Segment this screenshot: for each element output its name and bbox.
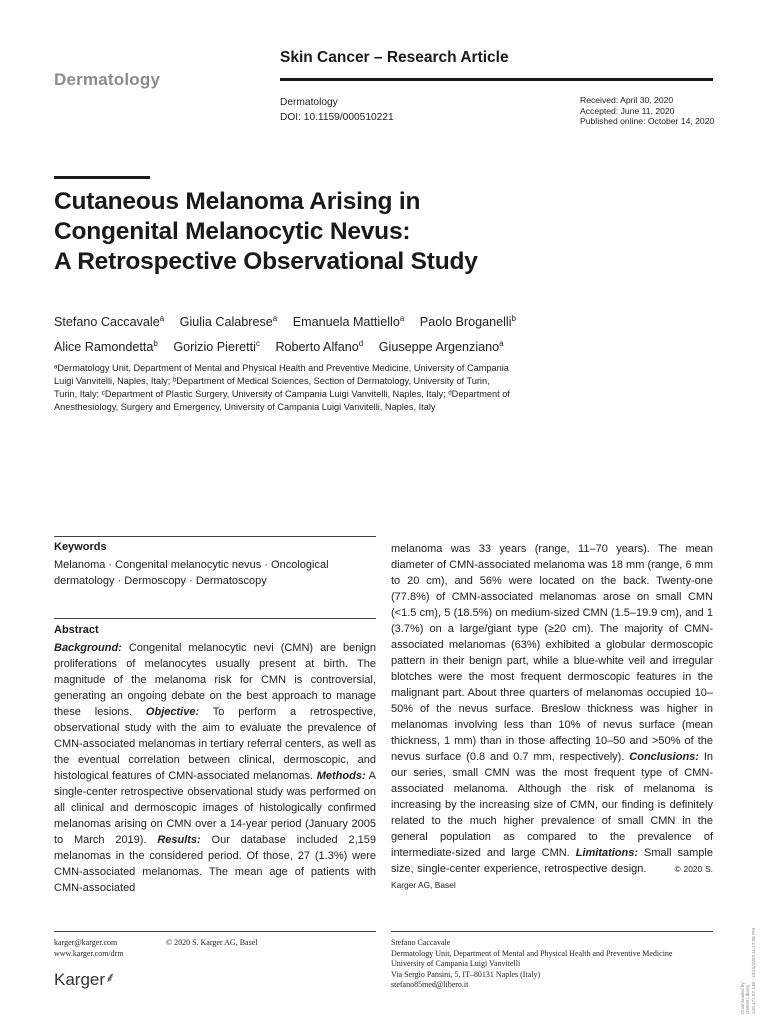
results-label: Results:	[157, 834, 201, 846]
correspondence	[391, 938, 672, 991]
abstract-column-right	[391, 541, 713, 893]
abstract-column-left	[54, 640, 376, 896]
title-rule	[54, 176, 150, 179]
author: Giuseppe Argenziano$^a$	[378, 339, 504, 355]
author-row	[54, 308, 528, 333]
author: Gorizio Pieretti$^c$	[173, 339, 260, 355]
meta-journal: Dermatology	[280, 97, 338, 108]
publisher-website[interactable]: www.karger.com/drm	[54, 948, 124, 958]
keywords-heading: Keywords	[54, 541, 107, 553]
corr-address: Dermatology Unit, Department of Mental and Physical Health and Preventive Medicine	[391, 948, 673, 958]
author: Stefano Caccavale$^a$	[54, 314, 165, 330]
author: Paolo Broganelli$^b$	[419, 314, 516, 330]
article-category: Skin Cancer – Research Article	[280, 49, 509, 66]
author: Alice Ramondetta$^b$	[54, 339, 158, 355]
objective-label: Objective:	[145, 706, 200, 718]
header-rule	[280, 78, 713, 81]
abstract-heading: Abstract	[54, 624, 99, 636]
stamp-line: UNSW Library	[745, 984, 751, 1014]
methods-label: Methods:	[316, 770, 366, 782]
logo-spark-icon: ⸙	[105, 969, 116, 985]
meta-published: Published online: October 14, 2020	[580, 116, 715, 127]
publisher-contact	[54, 938, 124, 959]
title-line: Cutaneous Melanoma Arising in	[54, 188, 421, 215]
stamp-line: 149.171.67.148 - 10/15/2020 11:17:06 PM	[750, 928, 756, 1014]
publication-dates	[580, 95, 714, 127]
conclusions-text: In our series, small CMN was the most frequent type of CMN-associated melanoma. Although the risk of melanoma is increasing by the increasing size of CMN, our finding is definitely related to the much higher prevalence of small CMN in the general population as compared to the prevalence of intermediate-sized and large CMN.	[391, 751, 713, 859]
title-line: A Retrospective Observational Study	[54, 248, 478, 275]
background-label: Background:	[54, 642, 122, 654]
corr-email[interactable]: stefano85med@libero.it	[391, 980, 469, 990]
affiliation-line: ᵃDermatology Unit, Department of Mental and Physical Health and Preventive Medicine, University of Campania	[54, 363, 509, 373]
author: Emanuela Mattiello$^a$	[292, 314, 405, 330]
conclusions-label: Conclusions:	[629, 751, 699, 763]
keywords-text: Melanoma · Congenital melanocytic nevus · Oncological dermatology · Dermoscopy · Dermatoscopy	[54, 559, 329, 587]
background-text: Congenital melanocytic nevi (CMN) are benign proliferations of melanocytes usually present at birth. The magnitude of the melanoma risk for CMN is controversial, generating an ongoing debate on the best approach to manage these lesions.	[54, 642, 376, 718]
article-title	[54, 187, 478, 277]
publisher-email[interactable]: karger@karger.com	[54, 938, 118, 947]
author-list	[54, 308, 528, 358]
corr-name: Stefano Caccavale	[391, 938, 451, 947]
journal-brand: Dermatology	[54, 70, 161, 89]
author: Roberto Alfano$^d$	[275, 339, 364, 355]
footer-rule-right	[391, 931, 713, 932]
affiliations	[54, 362, 614, 414]
author-row	[54, 333, 528, 358]
keywords-rule	[54, 536, 376, 537]
publication-meta	[280, 95, 394, 125]
download-stamp	[740, 894, 756, 1014]
results-continued-text: melanoma was 33 years (range, 11–70 years). The mean diameter of CMN-associated melanoma was 18 mm (range, 6 mm to 20 cm), and 56% were located on the back. Twenty-one (77.8%) of CMN-associated melanomas arose on small CMN (<1.5 cm), 5 (18.5%) on medium-sized CMN (1.5–19.9 cm), and 1 (3.7%) on a large/giant type (≥20 cm). The majority of CMN-associated melanomas (63%) exhibited a globular dermoscopic pattern in their benign part, while a blue-white veil and irregular blotches were the most frequent dermoscopic features in the malignant part. About three quarters of melanomas occupied 10–50% of the nevus surface. Breslow thickness was higher in melanomas involving less than 10% of nevus surface (mean thickness, 1 mm) than in those affecting 10–50 and >50% of the nevus surface (0.8 and 0.7 mm, respectively).	[391, 543, 713, 763]
meta-accepted: Accepted: June 11, 2020	[580, 105, 675, 116]
limitations-label: Limitations:	[575, 847, 639, 859]
methods-text: A single-center retrospective observational study was performed on all clinical and dermoscopic images of histologically confirmed melanomas arising on CMN over a 14-year period (January 2005 to March 2019).	[54, 770, 376, 846]
results-text: Our database included 2,159 melanomas in the considered period. Of those, 27 (1.3%) were CMN-associated melanomas. The mean age of patients with CMN-associated	[54, 834, 377, 894]
objective-text: To perform a retrospective, observational study with the aim to evaluate the prevalence of CMN-associated melanomas in tertiary referral centers, as well as the eventual correlation between clinical, dermoscopic, and histological features of CMN-associated melanomas.	[54, 706, 376, 782]
limitations-text: Small sample size, single-center experience, retrospective design.	[391, 847, 713, 875]
abstract-rule	[54, 618, 376, 619]
logo-text: Karger	[54, 970, 106, 989]
footer-rule-left	[54, 931, 376, 932]
affiliation-line: Turin, Italy; ᶜDepartment of Plastic Surgery, University of Campania Luigi Vanvitelli, Naples, Italy; ᵈDepartment of	[54, 389, 510, 399]
affiliation-line: Anesthesiology, Surgery and Emergency, University of Campania Luigi Vanvitelli, Naples, Italy	[54, 402, 436, 412]
meta-doi[interactable]: DOI: 10.1159/000510221	[280, 112, 394, 123]
meta-received: Received: April 30, 2020	[580, 95, 674, 105]
corr-address: University of Campania Luigi Vanvitelli	[391, 959, 521, 969]
author: Giulia Calabrese$^a$	[179, 314, 278, 330]
corr-address: Via Sergio Pansini, 5, IT–80131 Naples (Italy)	[391, 969, 541, 979]
title-line: Congenital Melanocytic Nevus:	[54, 218, 411, 245]
footer-copyright: © 2020 S. Karger AG, Basel	[166, 938, 258, 947]
abstract-copyright: © 2020 S. Karger AG, Basel	[391, 864, 713, 890]
affiliation-line: Luigi Vanvitelli, Naples, Italy; ᵇDepartment of Medical Sciences, Section of Dermatology, University of Turin,	[54, 376, 490, 386]
stamp-line: Downloaded by:	[740, 981, 745, 1014]
karger-logo	[54, 968, 116, 990]
